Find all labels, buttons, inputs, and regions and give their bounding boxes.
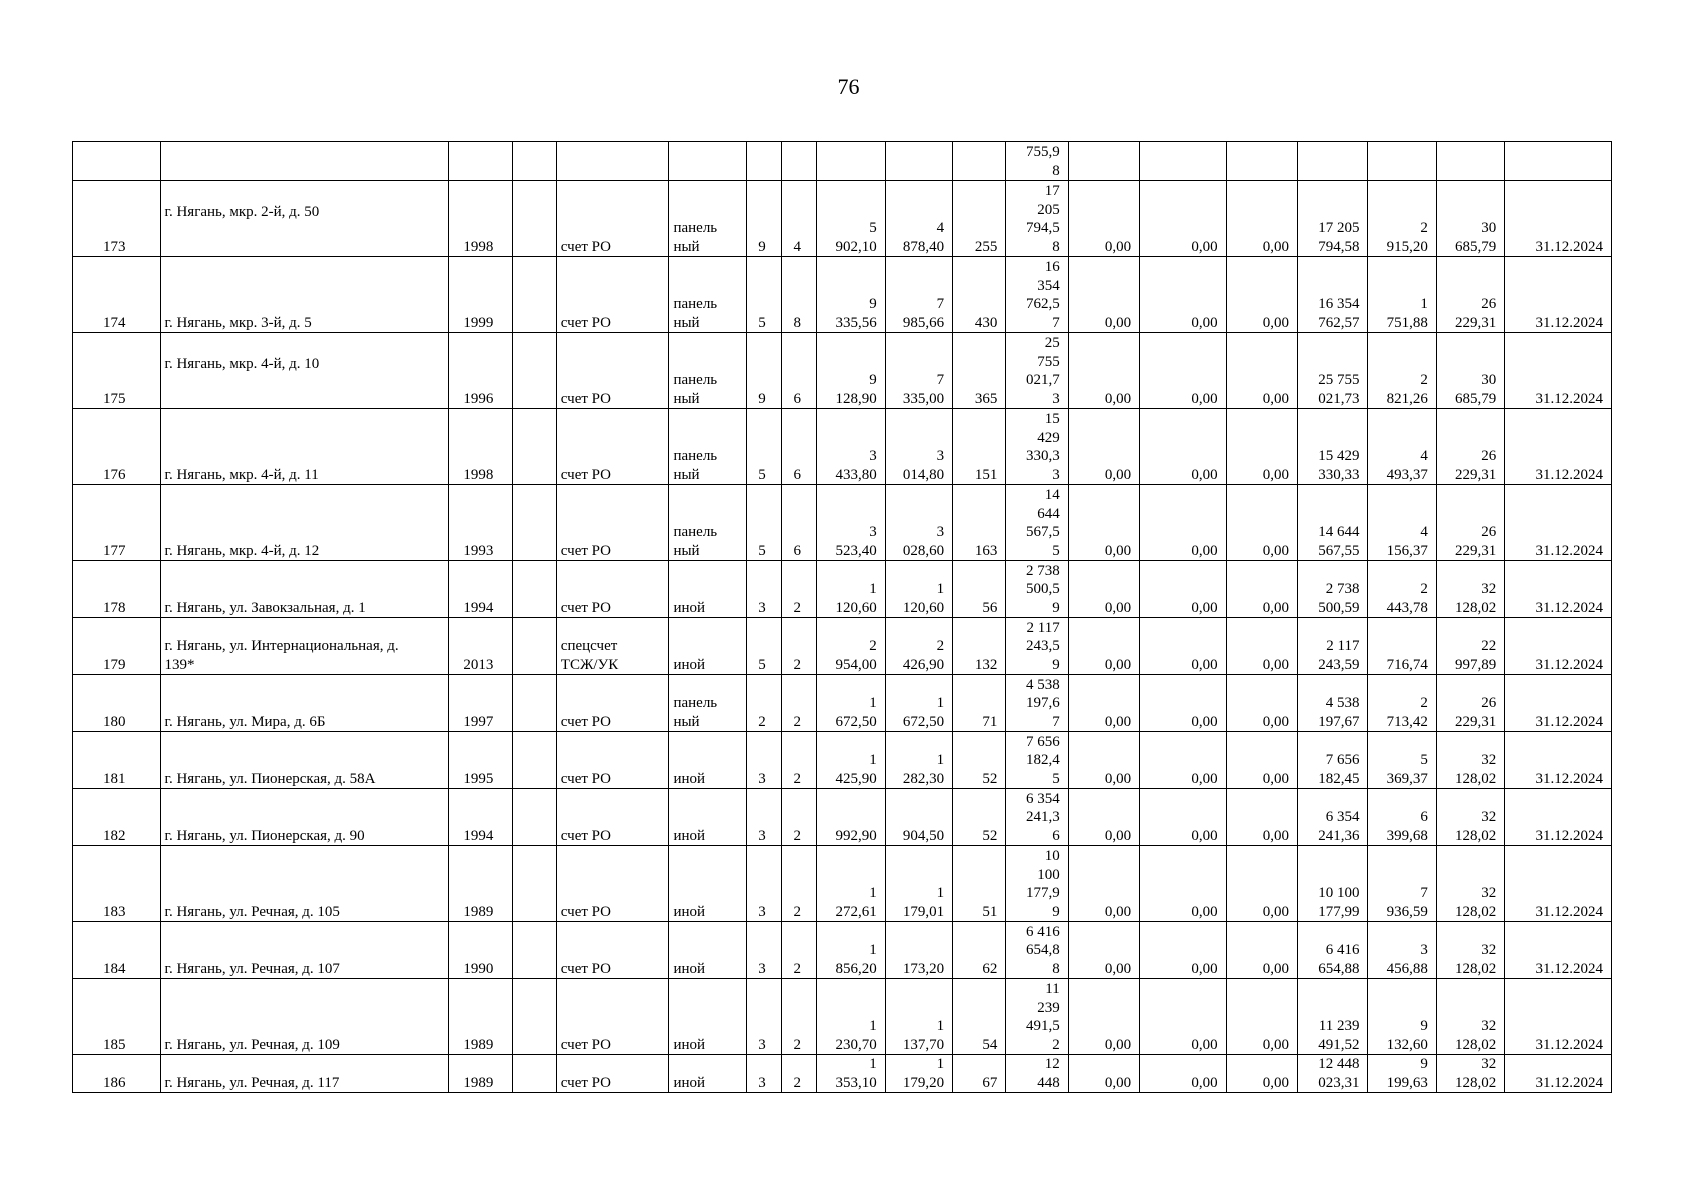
- cell-total-cost: 25 755 021,7 3: [1006, 333, 1068, 409]
- cell-cost-regional: 0,00: [1140, 922, 1227, 979]
- cell-cost-local: 0,00: [1226, 618, 1297, 675]
- cell-wall-material: иной: [669, 789, 746, 846]
- cell-row-index: 180: [73, 675, 161, 732]
- cell-cost-per-m2: 2 821,26: [1368, 333, 1436, 409]
- cell-completion-date: 31.12.2024: [1505, 181, 1612, 257]
- cell-entrances: 6: [782, 409, 817, 485]
- table-row: [73, 485, 1612, 561]
- cell-year: 1999: [449, 257, 512, 333]
- cell-completion-date: 31.12.2024: [1505, 846, 1612, 922]
- cell-floors: 3: [746, 789, 781, 846]
- cell-year: 1997: [449, 675, 512, 732]
- cell-row-index: 186: [73, 1055, 161, 1093]
- cell-area-living: 3 014,80: [885, 409, 952, 485]
- cell-area-total: 1 425,90: [817, 732, 885, 789]
- cell-area-total: 1 230,70: [817, 979, 885, 1055]
- cell-address: г. Нягань, мкр. 3-й, д. 5: [160, 257, 449, 333]
- cell-total-cost: 2 117 243,5 9: [1006, 618, 1068, 675]
- cell-account-type: счет РО: [556, 257, 669, 333]
- cell-cost-local: 0,00: [1226, 181, 1297, 257]
- cell-cost-federal: 0,00: [1068, 257, 1139, 333]
- cell-area-total: 9 335,56: [817, 257, 885, 333]
- table-row-continued: [73, 142, 1612, 181]
- cell-cost-limit: 26 229,31: [1436, 675, 1504, 732]
- cell-floors: 5: [746, 409, 781, 485]
- cell-cost-limit: 32 128,02: [1436, 979, 1504, 1055]
- cell-cost-owners: 16 354 762,57: [1298, 257, 1368, 333]
- cell-residents: 52: [953, 732, 1006, 789]
- cell-cost-regional: 0,00: [1140, 979, 1227, 1055]
- cell-address: г. Нягань, мкр. 4-й, д. 11: [160, 409, 449, 485]
- cell-completion-date: 31.12.2024: [1505, 675, 1612, 732]
- cell-account-type: счет РО: [556, 1055, 669, 1093]
- cell-address: г. Нягань, ул. Речная, д. 117: [160, 1055, 449, 1093]
- cell-residents: 67: [953, 1055, 1006, 1093]
- cell-cost-per-m2: 1 751,88: [1368, 257, 1436, 333]
- cell-entrances: 2: [782, 618, 817, 675]
- cell-area-total: 1 272,61: [817, 846, 885, 922]
- cell-cost-regional: 0,00: [1140, 675, 1227, 732]
- cell-residents: 365: [953, 333, 1006, 409]
- cell-cost-regional: 0,00: [1140, 485, 1227, 561]
- cell-area-living: 1 672,50: [885, 675, 952, 732]
- cell-row-index: 183: [73, 846, 161, 922]
- cell-residents: 56: [953, 561, 1006, 618]
- cell-cost-local: 0,00: [1226, 789, 1297, 846]
- cell-wall-material: панель ный: [669, 257, 746, 333]
- cell-entrances: 2: [782, 979, 817, 1055]
- housing-registry-table: [72, 141, 1612, 1093]
- cell-cost-regional: 0,00: [1140, 732, 1227, 789]
- cell-cost-local: 0,00: [1226, 675, 1297, 732]
- cell-cost-limit: 30 685,79: [1436, 333, 1504, 409]
- cell-area-living: 4 878,40: [885, 181, 952, 257]
- cell-total-cost: 7 656 182,4 5: [1006, 732, 1068, 789]
- cell-area-living: 1 179,01: [885, 846, 952, 922]
- cell-row-index: 175: [73, 333, 161, 409]
- cell-row-index: 178: [73, 561, 161, 618]
- cell-cost-regional: 0,00: [1140, 409, 1227, 485]
- cell-cost-federal: 0,00: [1068, 675, 1139, 732]
- cell-floors: 3: [746, 561, 781, 618]
- cell-area-total: 3 433,80: [817, 409, 885, 485]
- table-row: [73, 409, 1612, 485]
- cell-wall-material: иной: [669, 846, 746, 922]
- cell-account-type: счет РО: [556, 485, 669, 561]
- cell-account-type: счет РО: [556, 732, 669, 789]
- cell-account-type: счет РО: [556, 922, 669, 979]
- cell-completion-date: 31.12.2024: [1505, 789, 1612, 846]
- cell-cost-owners: 17 205 794,58: [1298, 181, 1368, 257]
- cell-cost-owners: 6 354 241,36: [1298, 789, 1368, 846]
- cell-cost-federal: 0,00: [1068, 561, 1139, 618]
- page-number: 76: [837, 74, 860, 99]
- cell-cost-per-m2: 716,74: [1368, 618, 1436, 675]
- cell-area-total: 3 523,40: [817, 485, 885, 561]
- cell-cost-owners: 7 656 182,45: [1298, 732, 1368, 789]
- cell-area-living: 1 282,30: [885, 732, 952, 789]
- cell-cost-per-m2: 9 199,63: [1368, 1055, 1436, 1093]
- cell-area-total: 2 954,00: [817, 618, 885, 675]
- cell-empty: [512, 846, 556, 922]
- table-row: [73, 1055, 1612, 1093]
- table-row: [73, 333, 1612, 409]
- cell-cost-limit: 32 128,02: [1436, 846, 1504, 922]
- cell-cost-owners: 2 117 243,59: [1298, 618, 1368, 675]
- cell-completion-date: 31.12.2024: [1505, 922, 1612, 979]
- cell-area-living: 7 335,00: [885, 333, 952, 409]
- cell-cost-per-m2: 2 443,78: [1368, 561, 1436, 618]
- cell-residents: 132: [953, 618, 1006, 675]
- cell-entrances: 2: [782, 561, 817, 618]
- cell-row-index: 182: [73, 789, 161, 846]
- table-row: [73, 732, 1612, 789]
- cell-cost-owners: 12 448 023,31: [1298, 1055, 1368, 1093]
- cell-residents: 52: [953, 789, 1006, 846]
- cell-wall-material: панель ный: [669, 409, 746, 485]
- cell-entrances: 2: [782, 922, 817, 979]
- cell-cost-federal: 0,00: [1068, 846, 1139, 922]
- cell-floors: 5: [746, 485, 781, 561]
- cell-row-index: 176: [73, 409, 161, 485]
- cell-row-index: 174: [73, 257, 161, 333]
- cell-total-cost: 10 100 177,9 9: [1006, 846, 1068, 922]
- cell-area-total: 992,90: [817, 789, 885, 846]
- cell-residents: 51: [953, 846, 1006, 922]
- cell-floors: 3: [746, 846, 781, 922]
- cell-floors: 3: [746, 979, 781, 1055]
- cell-cost-limit: 26 229,31: [1436, 485, 1504, 561]
- cell-empty: [512, 922, 556, 979]
- cell-cost-limit: 26 229,31: [1436, 409, 1504, 485]
- cell-account-type: счет РО: [556, 409, 669, 485]
- cell-address: г. Нягань, мкр. 4-й, д. 10: [160, 333, 449, 409]
- cell-address: г. Нягань, ул. Речная, д. 107: [160, 922, 449, 979]
- cell-completion-date: 31.12.2024: [1505, 561, 1612, 618]
- cell-year: 1989: [449, 846, 512, 922]
- cell-year: 1995: [449, 732, 512, 789]
- cell-cost-limit: 22 997,89: [1436, 618, 1504, 675]
- table-row: [73, 257, 1612, 333]
- cell-cost-per-m2: 7 936,59: [1368, 846, 1436, 922]
- cell-total-cost: 6 354 241,3 6: [1006, 789, 1068, 846]
- cell-row-index: 179: [73, 618, 161, 675]
- cell-row-index: 181: [73, 732, 161, 789]
- cell-year: 1998: [449, 409, 512, 485]
- cell-year: 2013: [449, 618, 512, 675]
- cell-residents: 163: [953, 485, 1006, 561]
- cell-cost-limit: 32 128,02: [1436, 1055, 1504, 1093]
- cell-total-cost: 17 205 794,5 8: [1006, 181, 1068, 257]
- cell-empty: [512, 732, 556, 789]
- cell-total-cost: 2 738 500,5 9: [1006, 561, 1068, 618]
- cell-account-type: счет РО: [556, 333, 669, 409]
- cell-area-living: 3 028,60: [885, 485, 952, 561]
- cell-entrances: 2: [782, 732, 817, 789]
- cell-cost-local: 0,00: [1226, 409, 1297, 485]
- cell-account-type: спецсчет ТСЖ/УК: [556, 618, 669, 675]
- cell-entrances: 2: [782, 846, 817, 922]
- cell-address: г. Нягань, ул. Завокзальная, д. 1: [160, 561, 449, 618]
- cell-cost-local: 0,00: [1226, 922, 1297, 979]
- cell-cost-local: 0,00: [1226, 732, 1297, 789]
- table-row: [73, 979, 1612, 1055]
- cell-wall-material: панель ный: [669, 181, 746, 257]
- cell-cost-owners: 2 738 500,59: [1298, 561, 1368, 618]
- cell-total-cost: 6 416 654,8 8: [1006, 922, 1068, 979]
- cell-cost-limit: 30 685,79: [1436, 181, 1504, 257]
- cell-wall-material: иной: [669, 979, 746, 1055]
- cell-entrances: 2: [782, 789, 817, 846]
- cell-account-type: счет РО: [556, 979, 669, 1055]
- cell-row-index: 173: [73, 181, 161, 257]
- cell-floors: 9: [746, 333, 781, 409]
- cell-wall-material: иной: [669, 618, 746, 675]
- cell-cost-federal: 0,00: [1068, 181, 1139, 257]
- cell-entrances: 2: [782, 675, 817, 732]
- cell-completion-date: 31.12.2024: [1505, 257, 1612, 333]
- table-row: [73, 922, 1612, 979]
- cell-total-cost: 11 239 491,5 2: [1006, 979, 1068, 1055]
- cell-total-cost: 755,9 8: [1006, 142, 1068, 181]
- cell-cost-federal: 0,00: [1068, 485, 1139, 561]
- cell-cost-local: 0,00: [1226, 333, 1297, 409]
- cell-cost-federal: 0,00: [1068, 732, 1139, 789]
- cell-cost-limit: 32 128,02: [1436, 561, 1504, 618]
- cell-cost-owners: 14 644 567,55: [1298, 485, 1368, 561]
- cell-area-total: 1 353,10: [817, 1055, 885, 1093]
- cell-floors: 2: [746, 675, 781, 732]
- cell-area-total: 9 128,90: [817, 333, 885, 409]
- cell-cost-regional: 0,00: [1140, 257, 1227, 333]
- cell-empty: [512, 181, 556, 257]
- cell-completion-date: 31.12.2024: [1505, 333, 1612, 409]
- cell-cost-limit: 26 229,31: [1436, 257, 1504, 333]
- cell-year: 1998: [449, 181, 512, 257]
- cell-cost-federal: 0,00: [1068, 409, 1139, 485]
- cell-cost-local: 0,00: [1226, 1055, 1297, 1093]
- cell-row-index: 184: [73, 922, 161, 979]
- cell-empty: [512, 618, 556, 675]
- table-row: [73, 789, 1612, 846]
- cell-cost-regional: 0,00: [1140, 789, 1227, 846]
- cell-cost-owners: 25 755 021,73: [1298, 333, 1368, 409]
- cell-cost-federal: 0,00: [1068, 618, 1139, 675]
- cell-address: г. Нягань, мкр. 2-й, д. 50: [160, 181, 449, 257]
- cell-year: 1989: [449, 1055, 512, 1093]
- cell-area-living: 2 426,90: [885, 618, 952, 675]
- table-row: [73, 846, 1612, 922]
- cell-floors: 5: [746, 257, 781, 333]
- cell-residents: 255: [953, 181, 1006, 257]
- cell-cost-per-m2: 9 132,60: [1368, 979, 1436, 1055]
- cell-address: г. Нягань, ул. Пионерская, д. 58А: [160, 732, 449, 789]
- cell-completion-date: 31.12.2024: [1505, 618, 1612, 675]
- cell-cost-regional: 0,00: [1140, 333, 1227, 409]
- cell-cost-local: 0,00: [1226, 846, 1297, 922]
- cell-cost-owners: 11 239 491,52: [1298, 979, 1368, 1055]
- table-row: [73, 181, 1612, 257]
- cell-address: г. Нягань, ул. Интернациональная, д. 139*: [160, 618, 449, 675]
- table-row: [73, 675, 1612, 732]
- cell-year: 1990: [449, 922, 512, 979]
- cell-area-total: 1 672,50: [817, 675, 885, 732]
- cell-address: г. Нягань, ул. Мира, д. 6Б: [160, 675, 449, 732]
- cell-empty: [512, 675, 556, 732]
- cell-entrances: 2: [782, 1055, 817, 1093]
- cell-floors: 5: [746, 618, 781, 675]
- cell-cost-regional: 0,00: [1140, 1055, 1227, 1093]
- cell-year: 1994: [449, 561, 512, 618]
- cell-account-type: счет РО: [556, 561, 669, 618]
- cell-entrances: 6: [782, 333, 817, 409]
- cell-cost-owners: 15 429 330,33: [1298, 409, 1368, 485]
- cell-cost-federal: 0,00: [1068, 1055, 1139, 1093]
- cell-residents: 71: [953, 675, 1006, 732]
- cell-cost-local: 0,00: [1226, 561, 1297, 618]
- cell-year: 1996: [449, 333, 512, 409]
- cell-floors: 9: [746, 181, 781, 257]
- cell-cost-local: 0,00: [1226, 485, 1297, 561]
- cell-cost-federal: 0,00: [1068, 789, 1139, 846]
- table-body: [73, 142, 1612, 1093]
- cell-cost-local: 0,00: [1226, 257, 1297, 333]
- cell-wall-material: иной: [669, 561, 746, 618]
- cell-area-living: 7 985,66: [885, 257, 952, 333]
- cell-total-cost: 16 354 762,5 7: [1006, 257, 1068, 333]
- cell-address: г. Нягань, ул. Речная, д. 105: [160, 846, 449, 922]
- cell-year: 1989: [449, 979, 512, 1055]
- cell-cost-regional: 0,00: [1140, 618, 1227, 675]
- cell-address: г. Нягань, ул. Речная, д. 109: [160, 979, 449, 1055]
- cell-cost-federal: 0,00: [1068, 979, 1139, 1055]
- cell-cost-limit: 32 128,02: [1436, 732, 1504, 789]
- cell-row-index: 185: [73, 979, 161, 1055]
- cell-residents: 54: [953, 979, 1006, 1055]
- cell-cost-per-m2: 2 713,42: [1368, 675, 1436, 732]
- table-row: [73, 618, 1612, 675]
- cell-cost-per-m2: 4 156,37: [1368, 485, 1436, 561]
- cell-cost-regional: 0,00: [1140, 181, 1227, 257]
- cell-completion-date: 31.12.2024: [1505, 409, 1612, 485]
- cell-cost-local: 0,00: [1226, 979, 1297, 1055]
- cell-floors: 3: [746, 922, 781, 979]
- cell-address: г. Нягань, ул. Пионерская, д. 90: [160, 789, 449, 846]
- cell-cost-per-m2: 5 369,37: [1368, 732, 1436, 789]
- cell-wall-material: панель ный: [669, 485, 746, 561]
- cell-cost-per-m2: 2 915,20: [1368, 181, 1436, 257]
- cell-wall-material: иной: [669, 922, 746, 979]
- cell-row-index: 177: [73, 485, 161, 561]
- cell-account-type: счет РО: [556, 789, 669, 846]
- cell-account-type: счет РО: [556, 675, 669, 732]
- cell-total-cost: 14 644 567,5 5: [1006, 485, 1068, 561]
- cell-completion-date: 31.12.2024: [1505, 485, 1612, 561]
- cell-entrances: 4: [782, 181, 817, 257]
- cell-year: 1994: [449, 789, 512, 846]
- cell-year: 1993: [449, 485, 512, 561]
- cell-residents: 62: [953, 922, 1006, 979]
- cell-empty: [512, 257, 556, 333]
- cell-floors: 3: [746, 1055, 781, 1093]
- cell-area-living: 1 179,20: [885, 1055, 952, 1093]
- cell-wall-material: иной: [669, 732, 746, 789]
- cell-cost-owners: 6 416 654,88: [1298, 922, 1368, 979]
- cell-cost-per-m2: 3 456,88: [1368, 922, 1436, 979]
- cell-empty: [512, 789, 556, 846]
- cell-completion-date: 31.12.2024: [1505, 979, 1612, 1055]
- cell-wall-material: иной: [669, 1055, 746, 1093]
- cell-completion-date: 31.12.2024: [1505, 1055, 1612, 1093]
- cell-area-living: 904,50: [885, 789, 952, 846]
- cell-cost-limit: 32 128,02: [1436, 922, 1504, 979]
- cell-wall-material: панель ный: [669, 333, 746, 409]
- cell-total-cost: 4 538 197,6 7: [1006, 675, 1068, 732]
- cell-empty: [512, 979, 556, 1055]
- cell-area-total: 1 856,20: [817, 922, 885, 979]
- cell-address: г. Нягань, мкр. 4-й, д. 12: [160, 485, 449, 561]
- cell-empty: [512, 1055, 556, 1093]
- cell-total-cost: 15 429 330,3 3: [1006, 409, 1068, 485]
- cell-cost-per-m2: 4 493,37: [1368, 409, 1436, 485]
- cell-account-type: счет РО: [556, 181, 669, 257]
- cell-area-living: 1 137,70: [885, 979, 952, 1055]
- cell-wall-material: панель ный: [669, 675, 746, 732]
- cell-cost-federal: 0,00: [1068, 922, 1139, 979]
- cell-entrances: 6: [782, 485, 817, 561]
- cell-cost-regional: 0,00: [1140, 561, 1227, 618]
- cell-cost-per-m2: 6 399,68: [1368, 789, 1436, 846]
- cell-floors: 3: [746, 732, 781, 789]
- cell-cost-owners: 10 100 177,99: [1298, 846, 1368, 922]
- cell-cost-federal: 0,00: [1068, 333, 1139, 409]
- cell-empty: [512, 409, 556, 485]
- cell-area-total: 5 902,10: [817, 181, 885, 257]
- cell-cost-limit: 32 128,02: [1436, 789, 1504, 846]
- table-row: [73, 561, 1612, 618]
- cell-account-type: счет РО: [556, 846, 669, 922]
- cell-cost-regional: 0,00: [1140, 846, 1227, 922]
- cell-residents: 151: [953, 409, 1006, 485]
- cell-empty: [512, 561, 556, 618]
- cell-area-living: 1 120,60: [885, 561, 952, 618]
- cell-total-cost: 12 448: [1006, 1055, 1068, 1093]
- cell-empty: [512, 333, 556, 409]
- cell-entrances: 8: [782, 257, 817, 333]
- cell-empty: [512, 485, 556, 561]
- cell-cost-owners: 4 538 197,67: [1298, 675, 1368, 732]
- cell-completion-date: 31.12.2024: [1505, 732, 1612, 789]
- cell-residents: 430: [953, 257, 1006, 333]
- cell-area-total: 1 120,60: [817, 561, 885, 618]
- cell-area-living: 173,20: [885, 922, 952, 979]
